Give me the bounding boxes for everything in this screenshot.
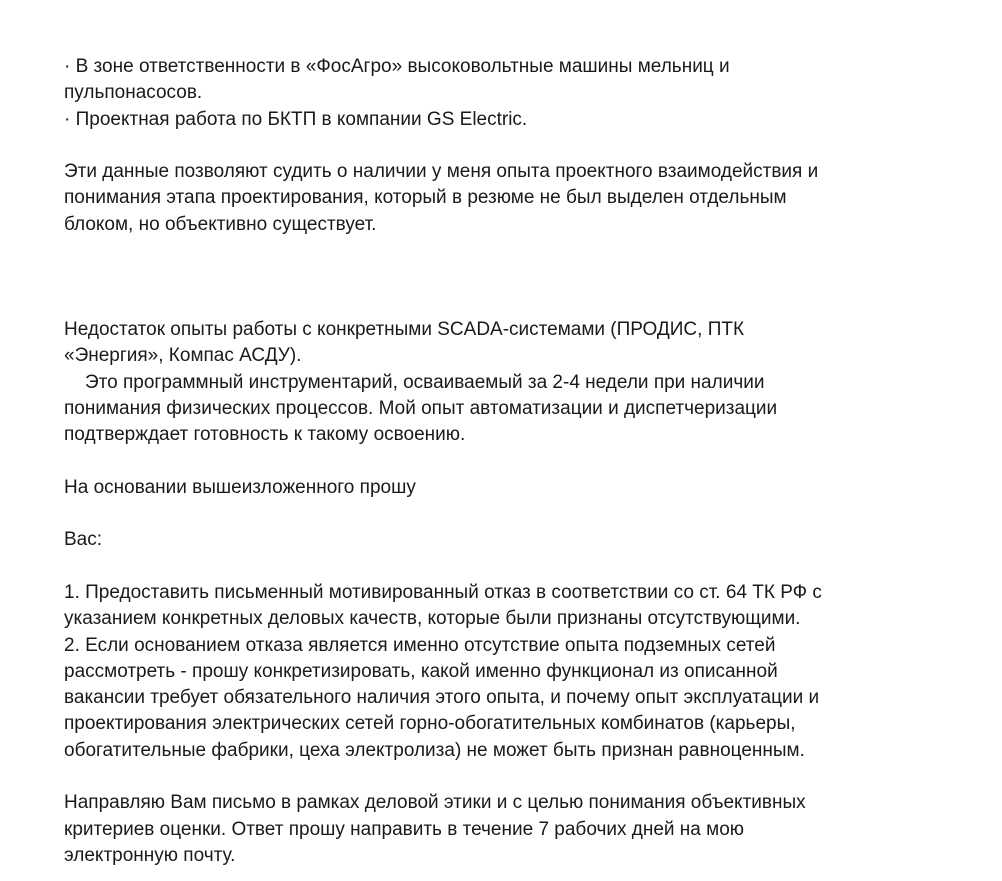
- blank-line: [64, 133, 964, 159]
- text-line: вакансии требует обязательного наличия этого опыта, и почему опыт эксплуатации и: [64, 687, 820, 709]
- text-line: критериев оценки. Ответ прошу направить в течение 7 рабочих дней на мою: [64, 818, 745, 840]
- document-body: [64, 54, 964, 869]
- text-line: пульпонасосов.: [64, 82, 203, 104]
- text-line: «Энергия», Компас АСДУ).: [64, 345, 302, 367]
- text-line: Вас:: [64, 529, 103, 551]
- blank-line: [64, 501, 964, 527]
- numbered-item: 2. Если основанием отказа является именно отсутствие опыта подземных сетей: [64, 634, 776, 656]
- blank-line: [64, 264, 964, 290]
- blank-line: [64, 238, 964, 264]
- text-line: проектирования электрических сетей горно-обогатительных комбинатов (карьеры,: [64, 713, 796, 735]
- text-line: понимания физических процессов. Мой опыт автоматизации и диспетчеризации: [64, 397, 778, 419]
- text-line: указанием конкретных деловых качеств, которые были признаны отсутствующими.: [64, 608, 801, 630]
- text-line: блоком, но объективно существует.: [64, 213, 377, 235]
- numbered-item: 1. Предоставить письменный мотивированный отказ в соответствии со ст. 64 ТК РФ с: [64, 581, 822, 603]
- text-line: Эти данные позволяют судить о наличии у меня опыта проектного взаимодействия и: [64, 161, 819, 183]
- text-line: Недостаток опыты работы с конкретными SCADA-системами (ПРОДИС, ПТК: [64, 318, 745, 340]
- bullet-line: · Проектная работа по БКТП в компании GS Electric.: [64, 108, 528, 130]
- text-line: Направляю Вам письмо в рамках деловой этики и с целью понимания объективных: [64, 792, 806, 814]
- text-line: обогатительные фабрики, цеха электролиза) не может быть признан равноценным.: [64, 739, 805, 761]
- text-line: электронную почту.: [64, 844, 236, 866]
- blank-line: [64, 554, 964, 580]
- text-line: понимания этапа проектирования, который в резюме не был выделен отдельным: [64, 187, 787, 209]
- blank-line: [64, 291, 964, 317]
- text-line: подтверждает готовность к такому освоению.: [64, 424, 466, 446]
- blank-line: [64, 448, 964, 474]
- blank-line: [64, 764, 964, 790]
- bullet-line: · В зоне ответственности в «ФосАгро» высоковольтные машины мельниц и: [64, 56, 730, 77]
- indented-line: Это программный инструментарий, осваиваемый за 2-4 недели при наличии: [85, 371, 765, 393]
- text-line: На основании вышеизложенного прошу: [64, 476, 416, 498]
- text-line: рассмотреть - прошу конкретизировать, какой именно функционал из описанной: [64, 660, 778, 682]
